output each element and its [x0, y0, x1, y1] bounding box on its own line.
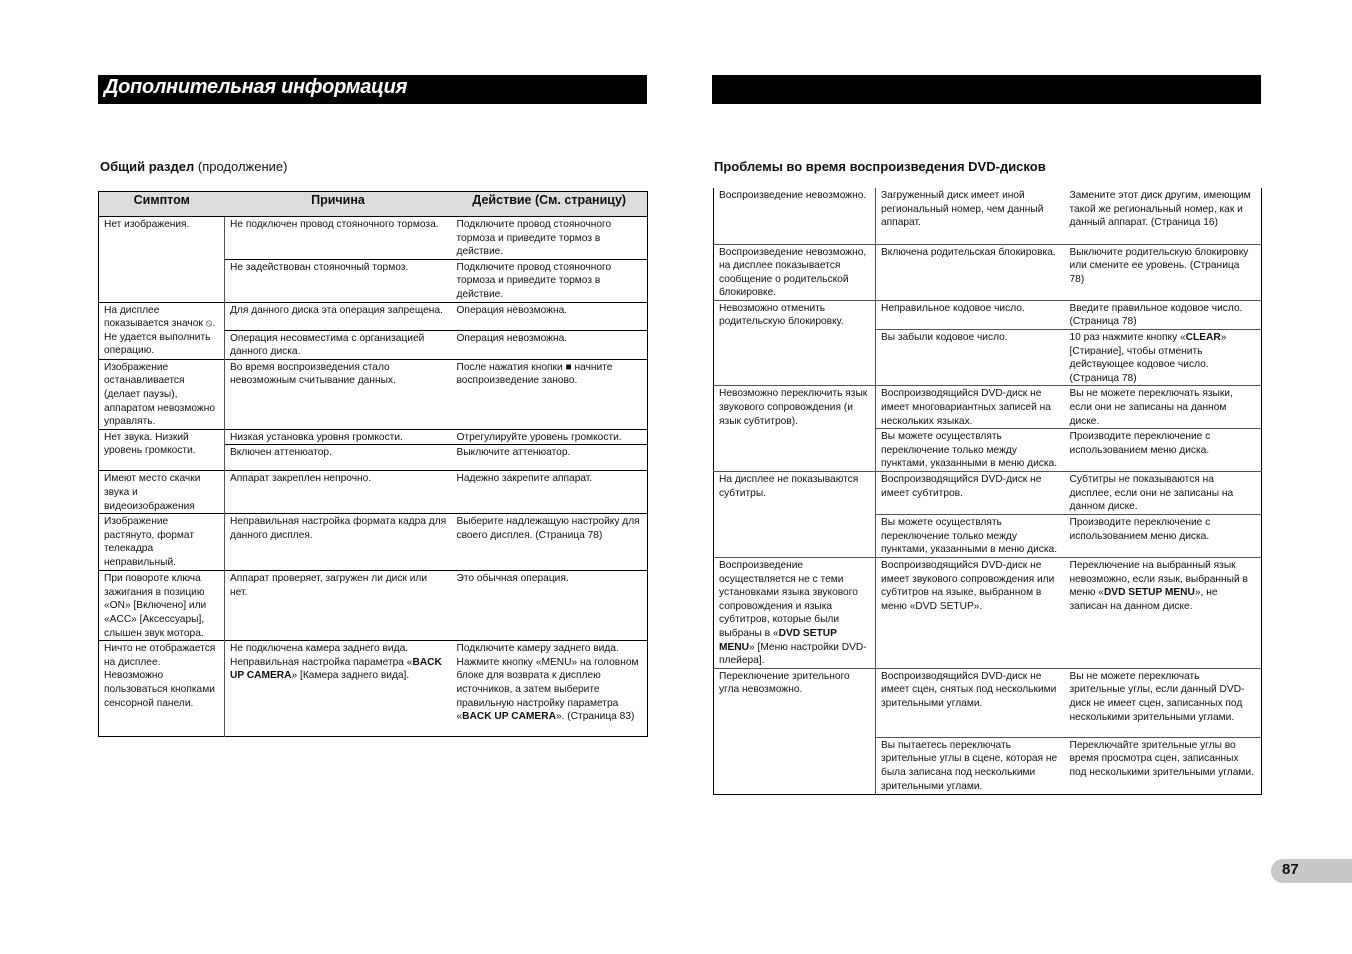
cause-cell: Неправильное кодовое число.	[876, 300, 1065, 329]
cause-cell: Воспроизводящийся DVD-диск не имеет сцен, снятых под несколькими зрительными углами.	[876, 668, 1065, 737]
action-cell: Отрегулируйте уровень громкости.	[452, 429, 648, 445]
symptom-cell: Переключение зрительного угла невозможно.	[714, 668, 876, 794]
symptom-cell: Воспроизведение невозможно.	[714, 188, 876, 244]
cause-cell: Вы пытаетесь переключать зрительные углы в сцене, которая не была записана под несколькими зрительными углами.	[876, 737, 1065, 794]
right-header-bar	[712, 75, 1261, 104]
cause-cell: Аппарат проверяет, загружен ли диск или нет.	[225, 571, 452, 641]
cause-cell: Воспроизводящийся DVD-диск не имеет многовариантных записей на нескольких языках.	[876, 386, 1065, 429]
column-header-cause: Причина	[225, 192, 452, 217]
table-row	[99, 217, 648, 260]
page-title: Дополнительная информация	[104, 76, 408, 98]
table-header-row	[99, 192, 648, 217]
action-cell: Подключите камеру заднего вида. Нажмите кнопку «MENU» на головном блоке для возврата к дисплею источников, а затем выберите правильную настройку параметра «BACK UP CAMERA». (Страница 83)	[452, 641, 648, 737]
cause-cell: Вы можете осуществлять переключение только между пунктами, указанными в меню диска.	[876, 515, 1065, 558]
action-cell: Производите переключение с использованием меню диска.	[1065, 429, 1262, 472]
action-cell: Подключите провод стояночного тормоза и приведите тормоз в действие.	[452, 259, 648, 302]
table-row	[714, 558, 1262, 669]
action-cell: Выберите надлежащую настройку для своего дисплея. (Страница 78)	[452, 514, 648, 571]
dvd-troubleshooting-table	[713, 188, 1262, 795]
symptom-cell: На дисплее не показываются субтитры.	[714, 472, 876, 558]
action-cell: Операция невозможна.	[452, 302, 648, 330]
cause-cell: Во время воспроизведения стало невозможным считывание данных.	[225, 359, 452, 429]
symptom-cell: Нет звука. Низкий уровень громкости.	[99, 429, 225, 471]
action-cell: Выключите родительскую блокировку или смените ее уровень. (Страница 78)	[1065, 244, 1262, 300]
cause-cell: Воспроизводящийся DVD-диск не имеет звукового сопровождения или субтитров на языке, выбранном в меню «DVD SETUP».	[876, 558, 1065, 669]
left-header-bar	[98, 75, 647, 104]
page-number: 87	[1282, 861, 1299, 878]
symptom-cell: При повороте ключа зажигания в позицию «ON» [Включено] или «ACC» [Аксессуары], слышен звук мотора.	[99, 571, 225, 641]
cause-cell: Аппарат закреплен непрочно.	[225, 471, 452, 514]
cause-cell: Не задействован стояночный тормоз.	[225, 259, 452, 302]
table-row	[99, 571, 648, 641]
cause-cell: Вы можете осуществлять переключение только между пунктами, указанными в меню диска.	[876, 429, 1065, 472]
symptom-cell: Воспроизведение осуществляется не с теми установками языка звукового сопровождения и языка субтитров, которые были выбраны в «DVD SETUP MENU» [Меню настройки DVD-плейера].	[714, 558, 876, 669]
action-cell: Производите переключение с использованием меню диска.	[1065, 515, 1262, 558]
action-cell: Выключите аттенюатор.	[452, 445, 648, 471]
action-cell: Это обычная операция.	[452, 571, 648, 641]
cause-cell: Для данного диска эта операция запрещена.	[225, 302, 452, 330]
page-number-badge	[1271, 859, 1352, 883]
symptom-cell: Изображение растянуто, формат телекадра неправильный.	[99, 514, 225, 571]
left-section-title	[100, 159, 287, 174]
table-row	[99, 302, 648, 330]
table-row	[714, 668, 1262, 737]
cause-cell: Загруженный диск имеет иной региональный номер, чем данный аппарат.	[881, 190, 1044, 229]
symptom-cell: На дисплее показывается значок ⦸. Не удается выполнить операцию.	[99, 302, 225, 359]
cause-cell: Воспроизводящийся DVD-диск не имеет субтитров.	[876, 472, 1065, 515]
column-header-action: Действие (См. страницу)	[452, 192, 648, 217]
table-row	[714, 300, 1262, 329]
cause-cell: Включена родительская блокировка.	[876, 244, 1065, 300]
action-cell: Операция невозможна.	[452, 330, 648, 359]
table-row	[99, 514, 648, 571]
action-cell: Субтитры не показываются на дисплее, если они не записаны на данном диске.	[1065, 472, 1262, 515]
table-row	[99, 471, 648, 514]
table-row	[714, 188, 1262, 244]
cause-cell: Вы забыли кодовое число.	[876, 330, 1065, 386]
action-cell: После нажатия кнопки ■ начните воспроизведение заново.	[452, 359, 648, 429]
cause-cell: Не подключена камера заднего вида. Неправильная настройка параметра «BACK UP CAMERA» [Камера заднего вида].	[225, 641, 452, 737]
symptom-cell: Нет изображения.	[99, 217, 225, 303]
symptom-cell: Воспроизведение невозможно, на дисплее показывается сообщение о родительской блокировке.	[714, 244, 876, 300]
cause-cell: Неправильная настройка формата кадра для данного дисплея.	[225, 514, 452, 571]
cause-cell: Не подключен провод стояночного тормоза.	[225, 217, 452, 260]
table-row	[714, 386, 1262, 429]
action-cell: Вы не можете переключать языки, если они не записаны на данном диске.	[1065, 386, 1262, 429]
symptom-cell: Невозможно переключить язык звукового сопровождения (и язык субтитров).	[714, 386, 876, 472]
symptom-cell: Невозможно отменить родительскую блокировку.	[714, 300, 876, 386]
table-row	[714, 244, 1262, 300]
cause-cell: Низкая установка уровня громкости.	[225, 429, 452, 445]
table-row	[99, 359, 648, 429]
symptom-cell: Имеют место скачки звука и видеоизображения	[99, 471, 225, 514]
action-cell: Подключите провод стояночного тормоза и приведите тормоз в действие.	[452, 217, 648, 260]
action-cell: Переключение на выбранный язык невозможно, если язык, выбранный в меню «DVD SETUP MENU», не записан на данном диске.	[1065, 558, 1262, 669]
action-cell: Замените этот диск другим, имеющим такой же региональный номер, как и данный аппарат. (Страница 16)	[1069, 190, 1251, 229]
action-cell: Переключайте зрительные углы во время просмотра сцен, записанных под несколькими зрительными углами.	[1065, 737, 1262, 794]
action-cell: Введите правильное кодовое число. (Страница 78)	[1065, 300, 1262, 329]
left-section-title-light: (продолжение)	[197, 159, 288, 174]
right-section-title: Проблемы во время воспроизведения DVD-дисков	[714, 159, 1046, 174]
table-row	[99, 429, 648, 445]
table-row	[99, 641, 648, 737]
left-section-title-bold: Общий раздел	[100, 159, 195, 174]
symptom-cell: Ничто не отображается на дисплее. Невозможно пользоваться кнопками сенсорной панели.	[99, 641, 225, 737]
table-row	[714, 472, 1262, 515]
cause-cell: Включен аттенюатор.	[225, 445, 452, 471]
general-troubleshooting-table	[98, 191, 648, 737]
cause-cell: Операция несовместима с организацией данного диска.	[225, 330, 452, 359]
action-cell: Вы не можете переключать зрительные углы, если данный DVD-диск не имеет сцен, записанных под несколькими зрительными углами.	[1065, 668, 1262, 737]
column-header-symptom: Симптом	[99, 192, 225, 217]
action-cell: 10 раз нажмите кнопку «CLEAR» [Стирание], чтобы отменить действующее кодовое число. (Страница 78)	[1065, 330, 1262, 386]
symptom-cell: Изображение останавливается (делает паузы), аппаратом невозможно управлять.	[99, 359, 225, 429]
action-cell: Надежно закрепите аппарат.	[452, 471, 648, 514]
